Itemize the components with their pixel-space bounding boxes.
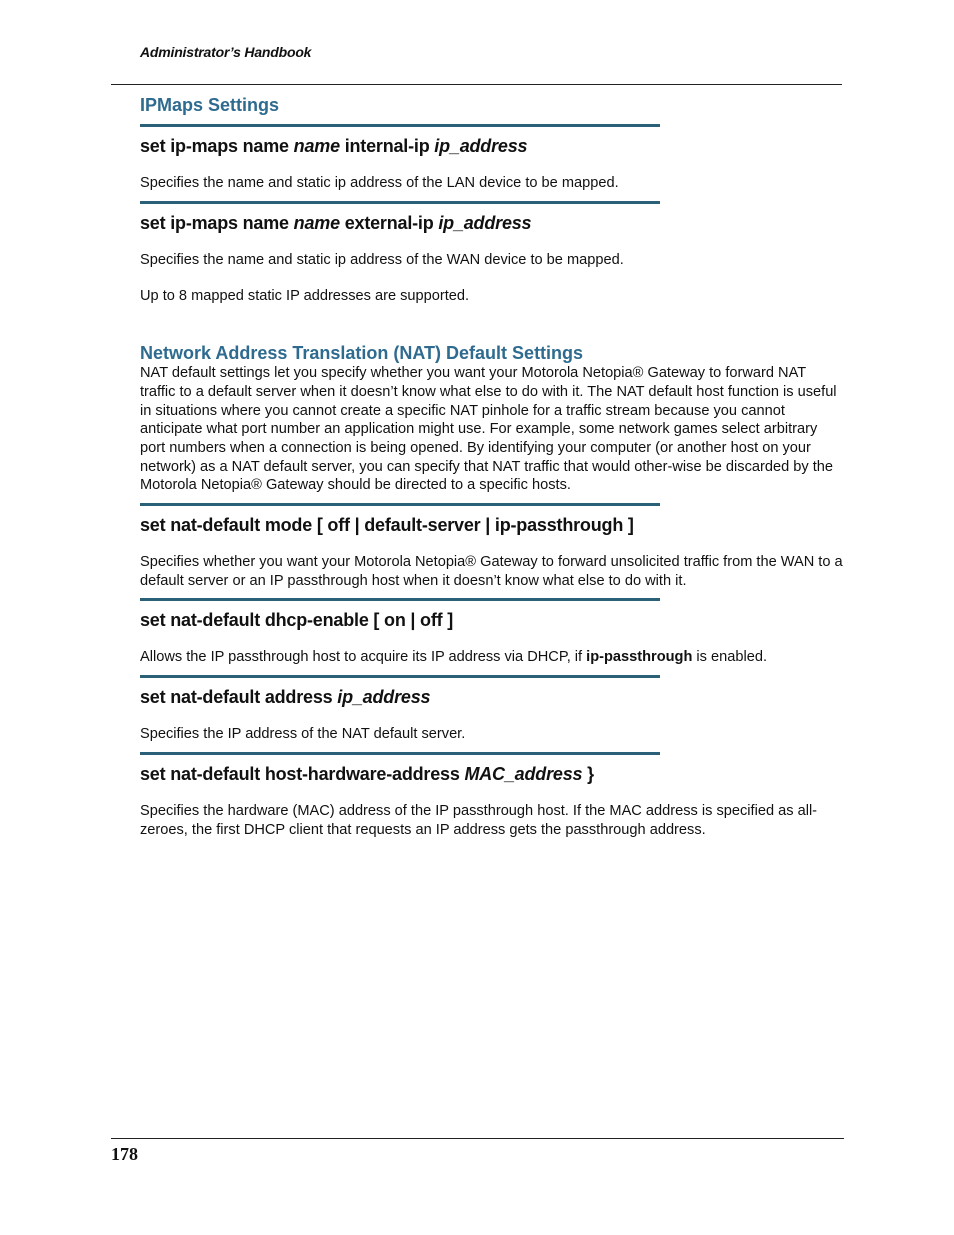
command-description: Specifies the name and static ip address of the WAN device to be mapped. xyxy=(140,251,624,268)
command-param: name xyxy=(293,136,340,156)
nat-intro: NAT default settings let you specify whether you want your Motorola Netopia® Gateway to forward NAT traffic to a default server when it doesn’t know what else to do with it. The NAT default host function is useful in situations where you cannot create a specific NAT pinhole for a traffic stream because you cannot anticipate what port number an application might use. For example, some network games select arbitrary port numbers when a connection is being opened. By identifying your computer (or another host on your network) as a NAT default server, you can specify that NAT traffic that would other-wise be discarded by the Motorola Netopia® Gateway should be directed to a specific hosts. xyxy=(140,365,837,494)
command-param: ip_address xyxy=(337,687,431,708)
command-param: ip_address xyxy=(438,212,532,233)
command-description: Specifies the hardware (MAC) address of the IP passthrough host. If the MAC address is specified as all-zeroes, the first DHCP client that requests an IP address gets the passthrough address. xyxy=(140,802,818,838)
command-divider xyxy=(140,201,660,204)
command-text: internal-ip xyxy=(339,136,435,156)
description-text: is enabled. xyxy=(692,649,768,666)
command-description: Specifies whether you want your Motorola Netopia® Gateway to forward unsolicited traffic from the WAN to a default server or an IP passthrough host when it doesn’t know what else to do with it. xyxy=(140,554,843,589)
page-number: 178 xyxy=(111,1144,138,1164)
section-title-nat: Network Address Translation (NAT) Default Settings xyxy=(140,343,584,364)
ipmaps-note: Up to 8 mapped static IP addresses are supported. xyxy=(140,288,470,305)
command-param: name xyxy=(293,212,340,233)
command-text: set nat-default host-hardware-address xyxy=(140,763,465,784)
command-text: } xyxy=(582,763,594,784)
section-title-ipmaps: IPMaps Settings xyxy=(140,95,280,115)
command-nat-hw-address xyxy=(140,763,843,785)
command-ipmaps-internal xyxy=(140,135,843,157)
page-content xyxy=(140,94,843,839)
command-text: set ip-maps name xyxy=(140,136,294,156)
command-text: external-ip xyxy=(339,212,439,233)
footer-rule xyxy=(111,1138,844,1139)
command-text: set ip-maps name xyxy=(140,212,294,233)
command-description xyxy=(140,648,843,667)
command-divider xyxy=(140,124,660,127)
command-param: MAC_address xyxy=(464,763,583,784)
command-divider xyxy=(140,752,660,755)
description-text: Allows the IP passthrough host to acquire its IP address via DHCP, if xyxy=(140,649,587,666)
running-header: Administrator’s Handbook xyxy=(140,44,312,60)
command-ipmaps-external xyxy=(140,212,843,234)
command-nat-dhcp: set nat-default dhcp-enable [ on | off ] xyxy=(140,610,454,631)
command-description: Specifies the name and static ip address of the LAN device to be mapped. xyxy=(140,175,619,191)
keyword-ip-passthrough: ip-passthrough xyxy=(586,649,693,666)
command-divider xyxy=(140,503,660,506)
command-divider xyxy=(140,598,660,601)
command-nat-mode: set nat-default mode [ off | default-server | ip-passthrough ] xyxy=(140,515,634,536)
command-text: set nat-default address xyxy=(140,687,338,708)
header-rule xyxy=(111,84,842,85)
command-description: Specifies the IP address of the NAT default server. xyxy=(140,726,466,743)
command-nat-address xyxy=(140,686,843,708)
command-param: ip_address xyxy=(434,136,528,156)
command-divider xyxy=(140,675,660,678)
